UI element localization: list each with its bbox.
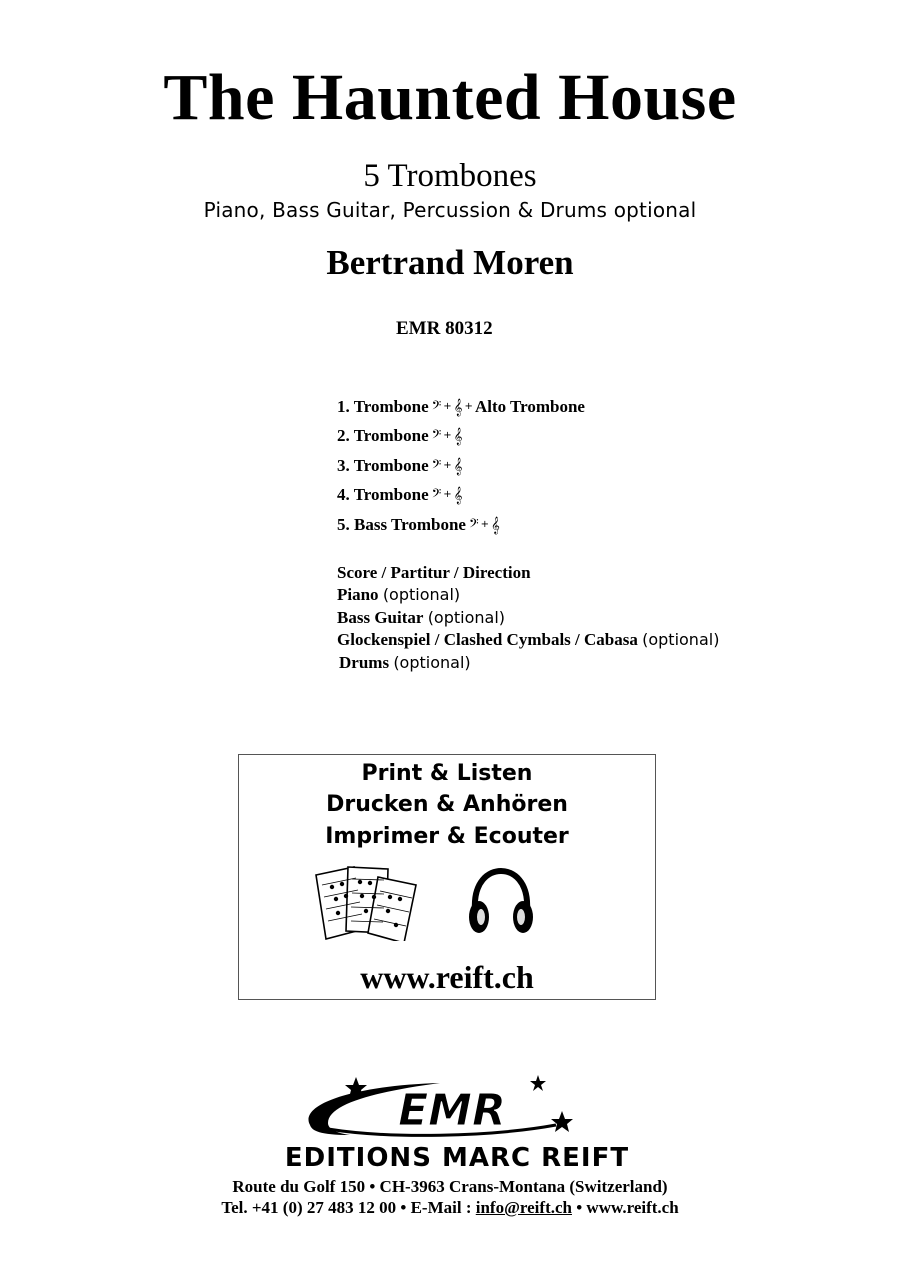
part-label: 1. Trombone bbox=[337, 397, 429, 416]
promo-url[interactable]: www.reift.ch bbox=[360, 959, 534, 995]
emr-logo-text: EMR bbox=[398, 1085, 506, 1136]
extra-label: Drums bbox=[339, 653, 390, 672]
clef-icons: 𝄢 + 𝄞 bbox=[431, 457, 463, 475]
subtitle: 5 Trombones bbox=[363, 158, 537, 194]
part-suffix: Alto Trombone bbox=[474, 397, 585, 416]
extra-note: (optional) bbox=[427, 608, 506, 627]
extra-label: Bass Guitar bbox=[337, 608, 424, 627]
publisher-contact bbox=[0, 1198, 900, 1218]
part-line bbox=[337, 485, 463, 505]
part-label: 4. Trombone bbox=[337, 485, 429, 504]
extra-line bbox=[337, 608, 505, 628]
headphones-icon bbox=[467, 867, 535, 939]
part-label: 5. Bass Trombone bbox=[337, 515, 466, 534]
composer: Bertrand Moren bbox=[326, 243, 574, 282]
extra-note: (optional) bbox=[393, 653, 471, 672]
email-link[interactable]: info@reift.ch bbox=[475, 1198, 572, 1217]
website[interactable]: • www.reift.ch bbox=[576, 1198, 679, 1217]
extra-line bbox=[337, 563, 531, 583]
clef-icons: 𝄢 + 𝄞 bbox=[431, 486, 463, 504]
telephone: Tel. +41 (0) 27 483 12 00 • E-Mail : bbox=[221, 1198, 472, 1217]
title: The Haunted House bbox=[163, 61, 737, 134]
promo-line-fr: Imprimer & Ecouter bbox=[325, 824, 569, 849]
part-line bbox=[337, 397, 585, 417]
extra-note: (optional) bbox=[642, 630, 720, 649]
clef-icons: 𝄢 + 𝄞 + bbox=[431, 398, 473, 416]
part-label: 2. Trombone bbox=[337, 426, 429, 445]
extra-line bbox=[337, 585, 460, 605]
publisher-name: EDITIONS MARC REIFT bbox=[284, 1143, 630, 1171]
promo-line-en: Print & Listen bbox=[361, 761, 533, 786]
publisher-address: Route du Golf 150 • CH-3963 Crans-Montana (Switzerland) bbox=[232, 1177, 668, 1196]
extra-line bbox=[339, 653, 471, 673]
extra-label: Piano bbox=[337, 585, 379, 604]
clef-icons: 𝄢 + 𝄞 bbox=[431, 427, 463, 445]
emr-logo bbox=[240, 1073, 680, 1171]
promo-line-de: Drucken & Anhören bbox=[326, 792, 568, 817]
extra-line bbox=[337, 630, 719, 650]
extra-note: (optional) bbox=[382, 585, 461, 604]
catalog-number: EMR 80312 bbox=[396, 318, 493, 339]
optional-instruments: Piano, Bass Guitar, Percussion & Drums optional bbox=[203, 198, 697, 222]
extra-label: Glockenspiel / Clashed Cymbals / Cabasa bbox=[337, 630, 638, 649]
part-line bbox=[337, 456, 463, 476]
part-label: 3. Trombone bbox=[337, 456, 429, 475]
extra-label: Score / Partitur / Direction bbox=[337, 563, 531, 582]
part-line bbox=[337, 426, 463, 446]
part-line bbox=[337, 515, 500, 535]
print-and-listen-box bbox=[238, 754, 656, 1000]
sheet-music-icon bbox=[312, 863, 422, 941]
clef-icons: 𝄢 + 𝄞 bbox=[468, 516, 500, 534]
